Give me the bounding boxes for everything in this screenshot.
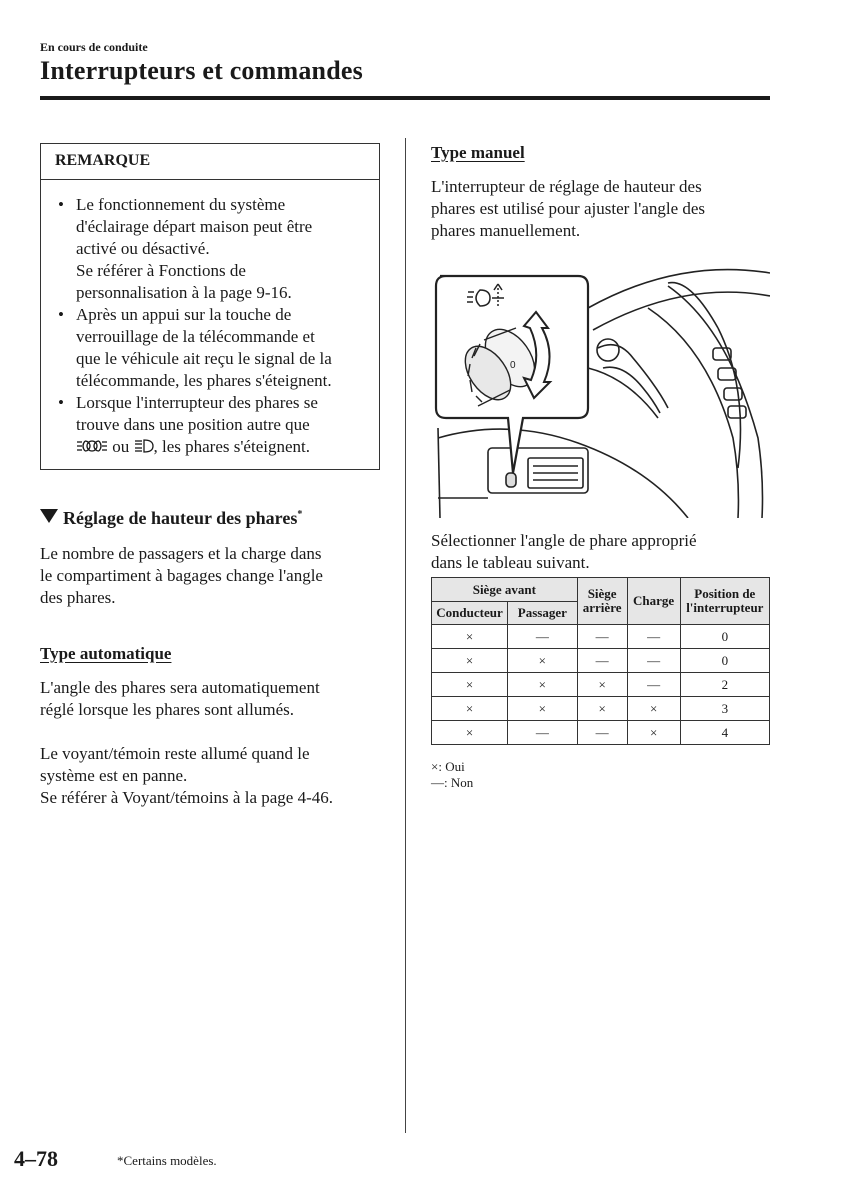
table-row: × — — × 4: [432, 721, 770, 745]
column-divider: [405, 138, 406, 1133]
table-header-charge: Charge: [627, 578, 680, 625]
auto-paragraph: L'angle des phares sera automatiquement réglé lorsque les phares sont allumés.: [40, 678, 320, 719]
remarque-item: • Après un appui sur la touche de verrouillage de la télécommande et que le véhicule ait reçu le signal de la télécommande, les phares s'éteignent.: [41, 304, 379, 392]
remarque-item: • Le fonctionnement du système d'éclairage départ maison peut être activé ou désactivé. Se référer à Fonctions de personnalisation à la page 9-16.: [41, 194, 379, 304]
table-row: × × × — 2: [432, 673, 770, 697]
table-header-position: Position de l'interrupteur: [680, 578, 769, 625]
table-intro-paragraph: Sélectionner l'angle de phare approprié dans le tableau suivant.: [431, 531, 697, 572]
page-title: Interrupteurs et commandes: [40, 56, 363, 85]
remarque-title: REMARQUE: [41, 144, 379, 180]
remarque-box: [40, 143, 380, 470]
table-header-driver: Conducteur: [432, 602, 508, 625]
table-row: × × — — 0: [432, 649, 770, 673]
manual-type-heading: Type manuel: [431, 143, 525, 162]
headlight-position-table: [431, 577, 770, 745]
table-header-passenger: Passager: [508, 602, 578, 625]
title-rule: [40, 96, 770, 100]
table-header-rear-seat: Siège arrière: [577, 578, 627, 625]
triangle-bullet-icon: [40, 509, 58, 523]
table-row: × × × × 3: [432, 697, 770, 721]
footnote: *Certains modèles.: [117, 1153, 217, 1168]
section-label: En cours de conduite: [40, 40, 148, 54]
manual-paragraph: L'interrupteur de réglage de hauteur des phares est utilisé pour ajuster l'angle des phares manuellement.: [431, 177, 706, 240]
headlights-icon: [134, 439, 154, 453]
dial-position-label: 0: [510, 360, 516, 371]
headlight-leveling-illustration: [428, 268, 770, 518]
table-legend: ×: Oui —: Non: [431, 759, 474, 790]
table-group-header: Siège avant: [432, 578, 578, 602]
table-row: × — — — 0: [432, 625, 770, 649]
section-heading: Réglage de hauteur des phares*: [40, 508, 302, 529]
page-number: 4–78: [14, 1146, 58, 1171]
parking-lights-icon: [76, 439, 108, 453]
remarque-list: [41, 180, 379, 458]
auto-type-heading: Type automatique: [40, 644, 172, 663]
intro-paragraph: Le nombre de passagers et la charge dans le compartiment à bagages change l'angle des phares.: [40, 544, 323, 607]
warning-paragraph: Le voyant/témoin reste allumé quand le système est en panne. Se référer à Voyant/témoins à la page 4-46.: [40, 744, 333, 807]
remarque-item: • Lorsque l'interrupteur des phares se trouve dans une position autre que ou , les phares s'éteignent.: [41, 392, 379, 458]
